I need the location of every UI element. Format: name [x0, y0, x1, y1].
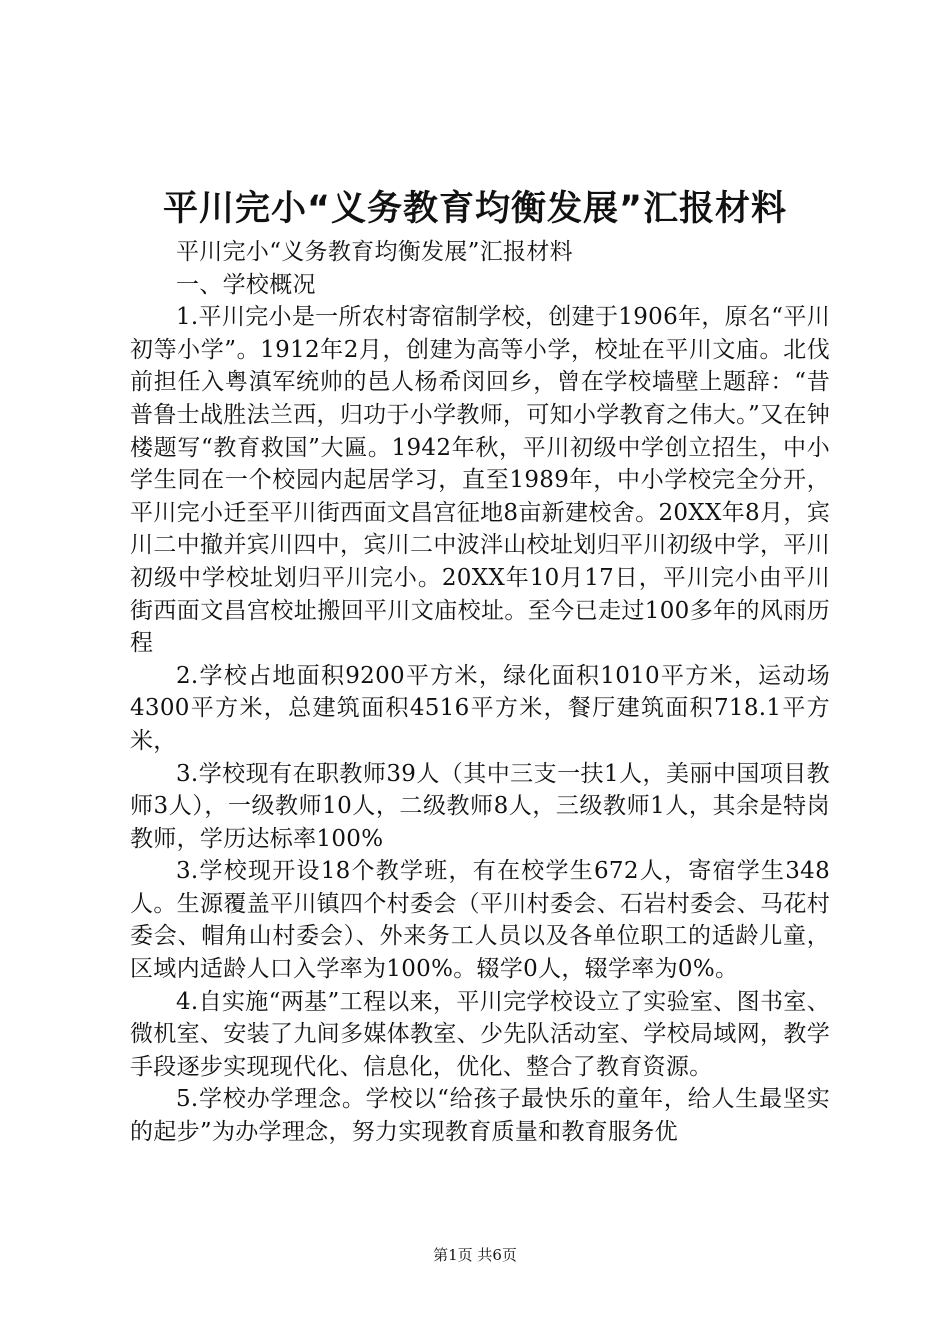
paragraph-philosophy: 5.学校办学理念。学校以“给孩子最快乐的童年，给人生最坚实的起步”为办学理念，努力实现教育质量和教育服务优: [130, 1086, 830, 1146]
subtitle-paragraph: 平川完小“义务教育均衡发展”汇报材料: [176, 239, 573, 265]
paragraph-history: 1.平川完小是一所农村寄宿制学校，创建于1906年，原名“平川初等小学”。1912年2月，创建为高等小学，校址在平川文庙。北伐前担任入粤滇军统帅的邑人杨希闵回乡，曾在学校墙壁上题辞：“昔普鲁士战胜法兰西，归功于小学教师，可知小学教育之伟大。”又在钟楼题写“教育救国”大匾。1942年秋，平川初级中学创立招生，中小学生同在一个校园内起居学习，直至1989年，中小学校完全分开，平川完小迁至平川街西面文昌宫征地8亩新建校舍。20XX年8月，宾川二中撤并宾川四中，宾川二中波泮山校址划归平川初级中学，平川初级中学校址划归平川完小。20XX年10月17日，平川完小由平川街西面文昌宫校址搬回平川文庙校址。至今已走过100多年的风雨历程: [130, 304, 830, 657]
document-body: [130, 236, 830, 1149]
paragraph-facilities: 4.自实施“两基”工程以来，平川完学校设立了实验室、图书室、微机室、安装了九间多媒体教室、少先队活动室、学校局域网，教学手段逐步实现现代化、信息化，优化、整合了教育资源。: [130, 988, 830, 1080]
page-footer: 第1页 共6页: [433, 1246, 517, 1264]
document-title: 平川完小“义务教育均衡发展”汇报材料: [162, 189, 787, 229]
section-heading: 一、学校概况: [176, 271, 316, 298]
paragraph-teachers: 3.学校现有在职教师39人（其中三支一扶1人，美丽中国项目教师3人），一级教师10人，二级教师8人，三级教师1人，其余是特岗教师，学历达标率100%: [130, 760, 830, 852]
paragraph-students: 3.学校现开设18个教学班，有在校学生672人，寄宿学生348人。生源覆盖平川镇四个村委会（平川村委会、石岩村委会、马花村委会、帽角山村委会）、外来务工人员以及各单位职工的适龄儿童，区域内适龄人口入学率为100%。辍学0人，辍学率为0%。: [130, 858, 830, 983]
paragraph-area: 2.学校占地面积9200平方米，绿化面积1010平方米，运动场4300平方米，总建筑面积4516平方米，餐厅建筑面积718.1平方米，: [130, 662, 830, 754]
